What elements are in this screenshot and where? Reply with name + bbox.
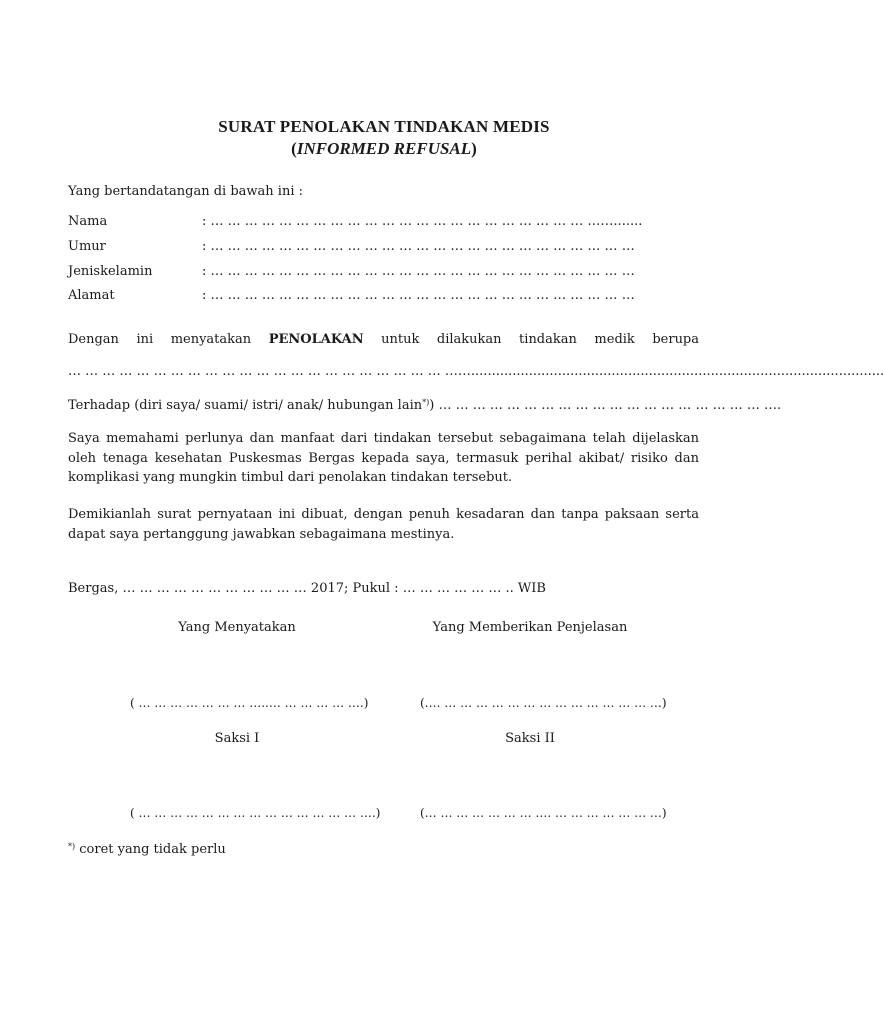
field-value-umur: : … … … … … … … … … … … … … … … … … … … … … … … … … [202,239,635,254]
statement-dots: … … … … … … … … … … … … … … … … … … … … … … …….................................................................................................... [68,364,884,379]
field-label-umur: Umur [68,239,106,254]
document-subtitle [0,139,768,159]
footnote [68,842,226,857]
terhadap-line [68,398,781,413]
footnote-mark: *) [68,842,76,851]
field-value-alamat: : … … … … … … … … … … … … … … … … … … … … … … … … … [202,288,635,303]
footnote-text: coret yang tidak perlu [75,842,226,857]
explainer-signature-line: (…. … … … … … … … … … … … … … …) [420,696,667,710]
statement-keyword: PENOLAKAN [268,332,364,347]
paragraph-understanding: Saya memahami perlunya dan manfaat dari tindakan tersebut sebagaimana telah dijelaskan oleh tenaga kesehatan Puskesmas Bergas kepada saya, termasuk perihal akibat/ risiko dan komplikasi yang mungkin timbul dari penolakan tindakan tersebut. [68,431,699,485]
witness-1-title: Saksi I [214,731,260,746]
terhadap-prefix: Terhadap (diri saya/ suami/ istri/ anak/ hubungan lain [68,398,423,413]
paragraph-closing: Demikianlah surat pernyataan ini dibuat, dengan penuh kesadaran dan tanpa paksaan serta dapat saya pertanggung jawabkan sebagaimana mestinya. [68,507,699,542]
signer-signature-line: ( … … … … … … … …..… … … … … ….) [130,696,369,710]
statement-line [68,332,699,347]
field-label-alamat: Alamat [68,288,115,303]
explainer-title: Yang Memberikan Penjelasan [432,620,628,635]
date-time-line: Bergas, … … … … … … … … … … … 2017; Pukul : … … … … … … .. WIB [68,581,546,596]
witness-1-signature-line: ( … … … … … … … … … … … … … … ….) [130,806,381,820]
field-value-nama: : … … … … … … … … … … … … … … … … … … … … … … ……....... [202,214,643,229]
intro-text: Yang bertandatangan di bawah ini : [68,184,303,199]
field-label-jeniskelamin: Jeniskelamin [68,264,153,279]
subtitle-italic: INFORMED REFUSAL [296,139,472,158]
document-title: SURAT PENOLAKAN TINDAKAN MEDIS [218,117,550,136]
terhadap-mark: *) [422,398,430,407]
statement-suffix: untuk dilakukan tindakan medik berupa [381,332,700,347]
terhadap-dots: ) … … … … … … … … … … … … … … … … … … … …. [429,398,782,413]
witness-2-title: Saksi II [505,731,555,746]
witness-2-signature-line: (… … … … … … … …. … … … … … … …) [420,806,667,820]
statement-prefix: Dengan ini menyatakan [68,332,252,347]
subtitle-open: ( [291,139,297,158]
field-value-jeniskelamin: : … … … … … … … … … … … … … … … … … … … … … … … … … [202,264,635,279]
signer-title: Yang Menyatakan [178,620,296,635]
subtitle-close: ) [471,139,477,158]
field-label-nama: Nama [68,214,108,229]
